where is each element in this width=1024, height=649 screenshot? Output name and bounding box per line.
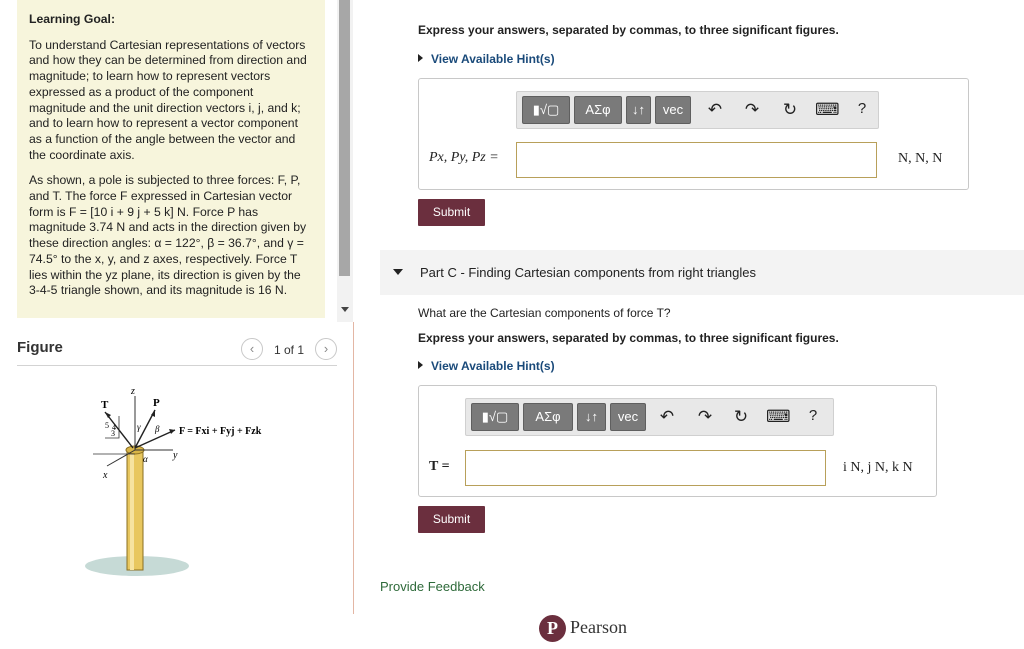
vec-button[interactable]: vec: [655, 96, 691, 124]
collapse-triangle-icon: [393, 269, 403, 275]
partC-instruction: Express your answers, separated by commas, to three significant figures.: [418, 331, 839, 345]
figure-counter: 1 of 1: [274, 343, 305, 357]
label-gamma: γ: [137, 422, 141, 432]
learning-goal-panel: [17, 0, 325, 318]
pearson-p-icon: P: [539, 615, 566, 642]
expand-triangle-icon: [418, 361, 423, 369]
panel-divider: [353, 322, 354, 614]
chevron-right-icon: ›: [323, 341, 329, 356]
problem-statement: As shown, a pole is subjected to three forces: F, P, and T. The force F expressed in Cartesian vector form is F = [10 i + 9 j + 5 k] N. Force P has magnitude 3.74 N and acts in the direction given by these direction angles: α = 122°, β = 36.7°, and γ = 74.5° to the x, y, and z axes, respectively. Force T lies within the yz plane, its direction is given by the 3-4-5 triangle shown, and its magnitude is 16 N.: [29, 173, 307, 298]
partC-submit-button[interactable]: Submit: [418, 506, 485, 533]
learning-goal-title: Learning Goal:: [29, 12, 115, 26]
partC-header[interactable]: [380, 250, 1024, 295]
redo-icon[interactable]: ↷: [697, 407, 713, 426]
template-button[interactable]: ▮√▢: [471, 403, 519, 431]
math-toolbar: [465, 398, 834, 436]
provide-feedback-link[interactable]: Provide Feedback: [380, 579, 485, 594]
pole-force-figure: [75, 388, 315, 588]
help-icon[interactable]: ?: [857, 100, 867, 117]
partC-answer-box: [418, 385, 937, 497]
figure-title: Figure: [17, 339, 63, 356]
partB-unit-label: N, N, N: [898, 151, 943, 166]
pearson-wordmark: Pearson: [570, 617, 627, 637]
figure-prev-button[interactable]: [241, 338, 263, 360]
sort-button[interactable]: ↓↑: [626, 96, 651, 124]
partC-question: What are the Cartesian components of force T?: [418, 306, 671, 320]
label-T: T: [101, 399, 109, 411]
undo-icon[interactable]: ↶: [659, 407, 675, 426]
greek-button[interactable]: ΑΣφ: [574, 96, 622, 124]
partB-instruction: Express your answers, separated by commas, to three significant figures.: [418, 23, 839, 37]
pole: [127, 450, 143, 570]
label-alpha: α: [143, 454, 148, 464]
scrollbar[interactable]: [337, 0, 353, 322]
figure-next-button[interactable]: [315, 338, 337, 360]
sort-button[interactable]: ↓↑: [577, 403, 606, 431]
help-icon[interactable]: ?: [808, 407, 818, 424]
partC-hint-link[interactable]: View Available Hint(s): [418, 359, 555, 373]
scroll-down-arrow-icon[interactable]: [341, 307, 349, 312]
scrollbar-thumb[interactable]: [339, 0, 350, 276]
chevron-left-icon: ‹: [249, 341, 255, 356]
label-P: P: [153, 397, 160, 409]
partC-variable-label: T =: [429, 459, 450, 474]
label-F: F = Fxi + Fyj + Fzk: [179, 426, 262, 437]
redo-icon[interactable]: ↷: [744, 100, 760, 119]
label-beta: β: [155, 424, 160, 434]
label-z: z: [131, 388, 135, 397]
greek-button[interactable]: ΑΣφ: [523, 403, 573, 431]
learning-goal-text: To understand Cartesian representations of vectors and how they can be determined from direction and magnitude; to learn how to represent vectors expressed as a product of the component magnitude and the unit direction vectors i, j, and k; and to learn how to represent a vector component as a function of the angle between the vector and the coordinate axis.: [29, 37, 307, 162]
keyboard-icon[interactable]: ⌨: [766, 407, 791, 426]
partB-hint-link[interactable]: View Available Hint(s): [418, 52, 555, 66]
figure-header: [17, 336, 337, 366]
partB-answer-box: [418, 78, 969, 190]
undo-icon[interactable]: ↶: [707, 100, 723, 119]
reset-icon[interactable]: ↻: [733, 407, 749, 426]
partC-title: Part C - Finding Cartesian components from right triangles: [420, 265, 756, 280]
keyboard-icon[interactable]: ⌨: [815, 100, 840, 119]
partC-unit-label: i N, j N, k N: [843, 460, 913, 475]
expand-triangle-icon: [418, 54, 423, 62]
vec-button[interactable]: vec: [610, 403, 646, 431]
partB-submit-button[interactable]: Submit: [418, 199, 485, 226]
template-button[interactable]: ▮√▢: [522, 96, 570, 124]
partB-answer-field[interactable]: [516, 142, 877, 178]
partC-answer-field[interactable]: [465, 450, 826, 486]
math-toolbar: [516, 91, 879, 129]
label-5: 5: [105, 421, 109, 430]
reset-icon[interactable]: ↻: [782, 100, 798, 119]
partB-variable-label: Px, Py, Pz =: [429, 150, 499, 165]
label-x: x: [103, 470, 108, 481]
label-4: 4: [112, 423, 116, 432]
label-3: 3: [111, 429, 115, 438]
label-y: y: [173, 450, 178, 461]
